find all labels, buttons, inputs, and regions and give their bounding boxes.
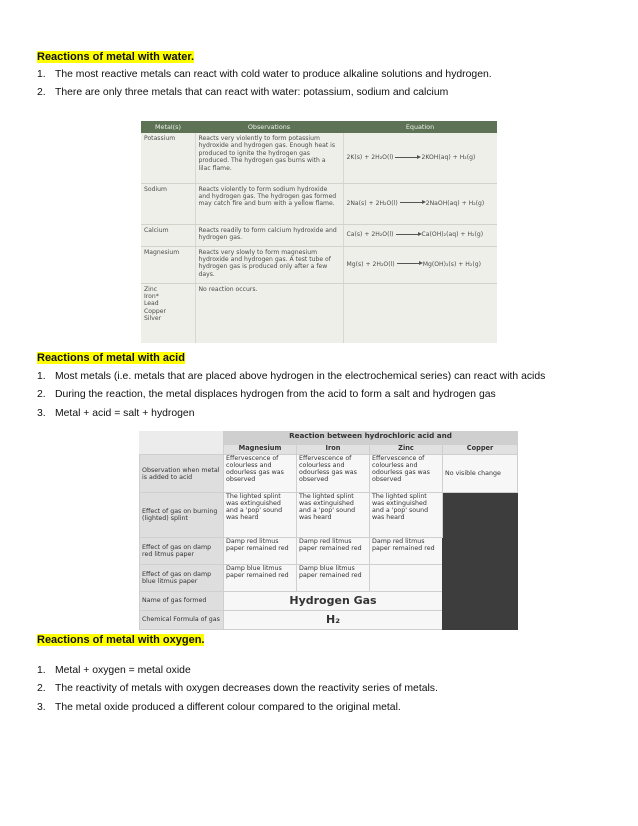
metal-cell: Magnesium xyxy=(141,246,195,283)
arrow-icon xyxy=(397,263,421,264)
table-cell: The lighted splint was extinguished and a 'pop' sound was heard xyxy=(224,492,297,538)
column-header: Equation xyxy=(343,121,497,133)
table-cell: No visible change xyxy=(443,455,518,492)
table-cell: Damp red litmus paper remained red xyxy=(297,538,370,565)
column-header: Metal(s) xyxy=(141,121,195,133)
list-item: 2. The reactivity of metals with oxygen decreases down the reactivity series of metals. xyxy=(37,683,438,695)
acid-reaction-table xyxy=(139,431,518,630)
row-label: Chemical Formula of gas xyxy=(140,610,224,629)
metal-cell: Potassium xyxy=(141,133,195,183)
table-cell xyxy=(370,565,443,592)
blank-dark-cell xyxy=(443,492,518,629)
observation-cell: Reacts very slowly to form magnesium hydroxide and hydrogen gas. A test tube of hydrogen gas is produced only after a few days. xyxy=(195,246,343,283)
list-item: 3. The metal oxide produced a different colour compared to the original metal. xyxy=(37,701,401,713)
table-cell: The lighted splint was extinguished and a 'pop' sound was heard xyxy=(370,492,443,538)
list-item: 1. Most metals (i.e. metals that are placed above hydrogen in the electrochemical series) can react with acids xyxy=(37,371,546,382)
column-header: Observations xyxy=(195,121,343,133)
equation-cell: Mg(s) + 2H₂O(l) Mg(OH)₂(s) + H₂(g) xyxy=(343,246,497,283)
column-header: Iron xyxy=(297,444,370,455)
table-cell: Damp red litmus paper remained red xyxy=(370,538,443,565)
table-cell: Damp blue litmus paper remained red xyxy=(224,565,297,592)
table-row xyxy=(140,492,518,538)
list-item: 2. During the reaction, the metal displaces hydrogen from the acid to form a salt and hydrogen gas xyxy=(37,389,496,401)
metal-cell: Calcium xyxy=(141,224,195,246)
gas-formula: H₂ xyxy=(224,610,443,629)
equation-cell: 2K(s) + 2H₂O(l) 2KOH(aq) + H₂(g) xyxy=(343,133,497,183)
column-header: Copper xyxy=(443,444,518,455)
oxygen-points xyxy=(37,662,438,717)
water-heading: Reactions of metal with water. xyxy=(37,51,195,63)
oxygen-heading: Reactions of metal with oxygen. xyxy=(37,634,205,646)
water-reaction-table xyxy=(141,121,497,343)
table-row xyxy=(141,183,497,224)
column-header: Magnesium xyxy=(224,444,297,455)
acid-points xyxy=(37,368,545,423)
column-header: Zinc xyxy=(370,444,443,455)
table-title: Reaction between hydrochloric acid and xyxy=(224,432,518,445)
equation-cell: Ca(s) + 2H₂O(l) Ca(OH)₂(aq) + H₂(g) xyxy=(343,224,497,246)
table-cell: Effervescence of colourless and odourless gas was observed xyxy=(370,455,443,492)
list-item: 1. The most reactive metals can react with cold water to produce alkaline solutions and hydrogen. xyxy=(37,69,492,80)
row-label: Effect of gas on damp red litmus paper xyxy=(140,538,224,565)
table-row xyxy=(141,246,497,283)
row-label: Observation when metal is added to acid xyxy=(140,455,224,492)
equation-cell: 2Na(s) + 2H₂O(l) 2NaOH(aq) + H₂(g) xyxy=(343,183,497,224)
list-item: 2. There are only three metals that can react with water: potassium, sodium and calcium xyxy=(37,87,449,99)
list-item: 1. Metal + oxygen = metal oxide xyxy=(37,665,191,676)
table-cell: Damp blue litmus paper remained red xyxy=(297,565,370,592)
arrow-icon xyxy=(396,234,420,235)
table-row xyxy=(141,224,497,246)
metal-cell: Zinc Iron* Lead Copper Silver xyxy=(141,283,195,343)
gas-name: Hydrogen Gas xyxy=(224,591,443,610)
table-cell: Damp red litmus paper remained red xyxy=(224,538,297,565)
table-row xyxy=(141,133,497,183)
row-label: Name of gas formed xyxy=(140,591,224,610)
row-label: Effect of gas on burning (lighted) splint xyxy=(140,492,224,538)
observation-cell: Reacts very violently to form potassium hydroxide and hydrogen gas. Enough heat is produced to ignite the hydrogen gas produced. The hydrogen gas burns with a lilac flame. xyxy=(195,133,343,183)
table-row xyxy=(140,455,518,492)
table-cell: The lighted splint was extinguished and a 'pop' sound was heard xyxy=(297,492,370,538)
row-label: Effect of gas on damp blue litmus paper xyxy=(140,565,224,592)
arrow-icon xyxy=(395,157,419,158)
observation-cell: Reacts readily to form calcium hydroxide and hydrogen gas. xyxy=(195,224,343,246)
metal-cell: Sodium xyxy=(141,183,195,224)
list-item: 3. Metal + acid = salt + hydrogen xyxy=(37,407,195,419)
observation-cell: No reaction occurs. xyxy=(195,283,343,343)
equation-cell xyxy=(343,283,497,343)
water-points xyxy=(37,66,492,103)
observation-cell: Reacts violently to form sodium hydroxide and hydrogen gas. The hydrogen gas formed may catch fire and burn with a yellow flame. xyxy=(195,183,343,224)
arrow-icon xyxy=(400,202,424,203)
acid-heading: Reactions of metal with acid xyxy=(37,352,185,364)
table-row xyxy=(141,283,497,343)
table-cell: Effervescence of colourless and odourless gas was observed xyxy=(224,455,297,492)
table-cell: Effervescence of colourless and odourless gas was observed xyxy=(297,455,370,492)
